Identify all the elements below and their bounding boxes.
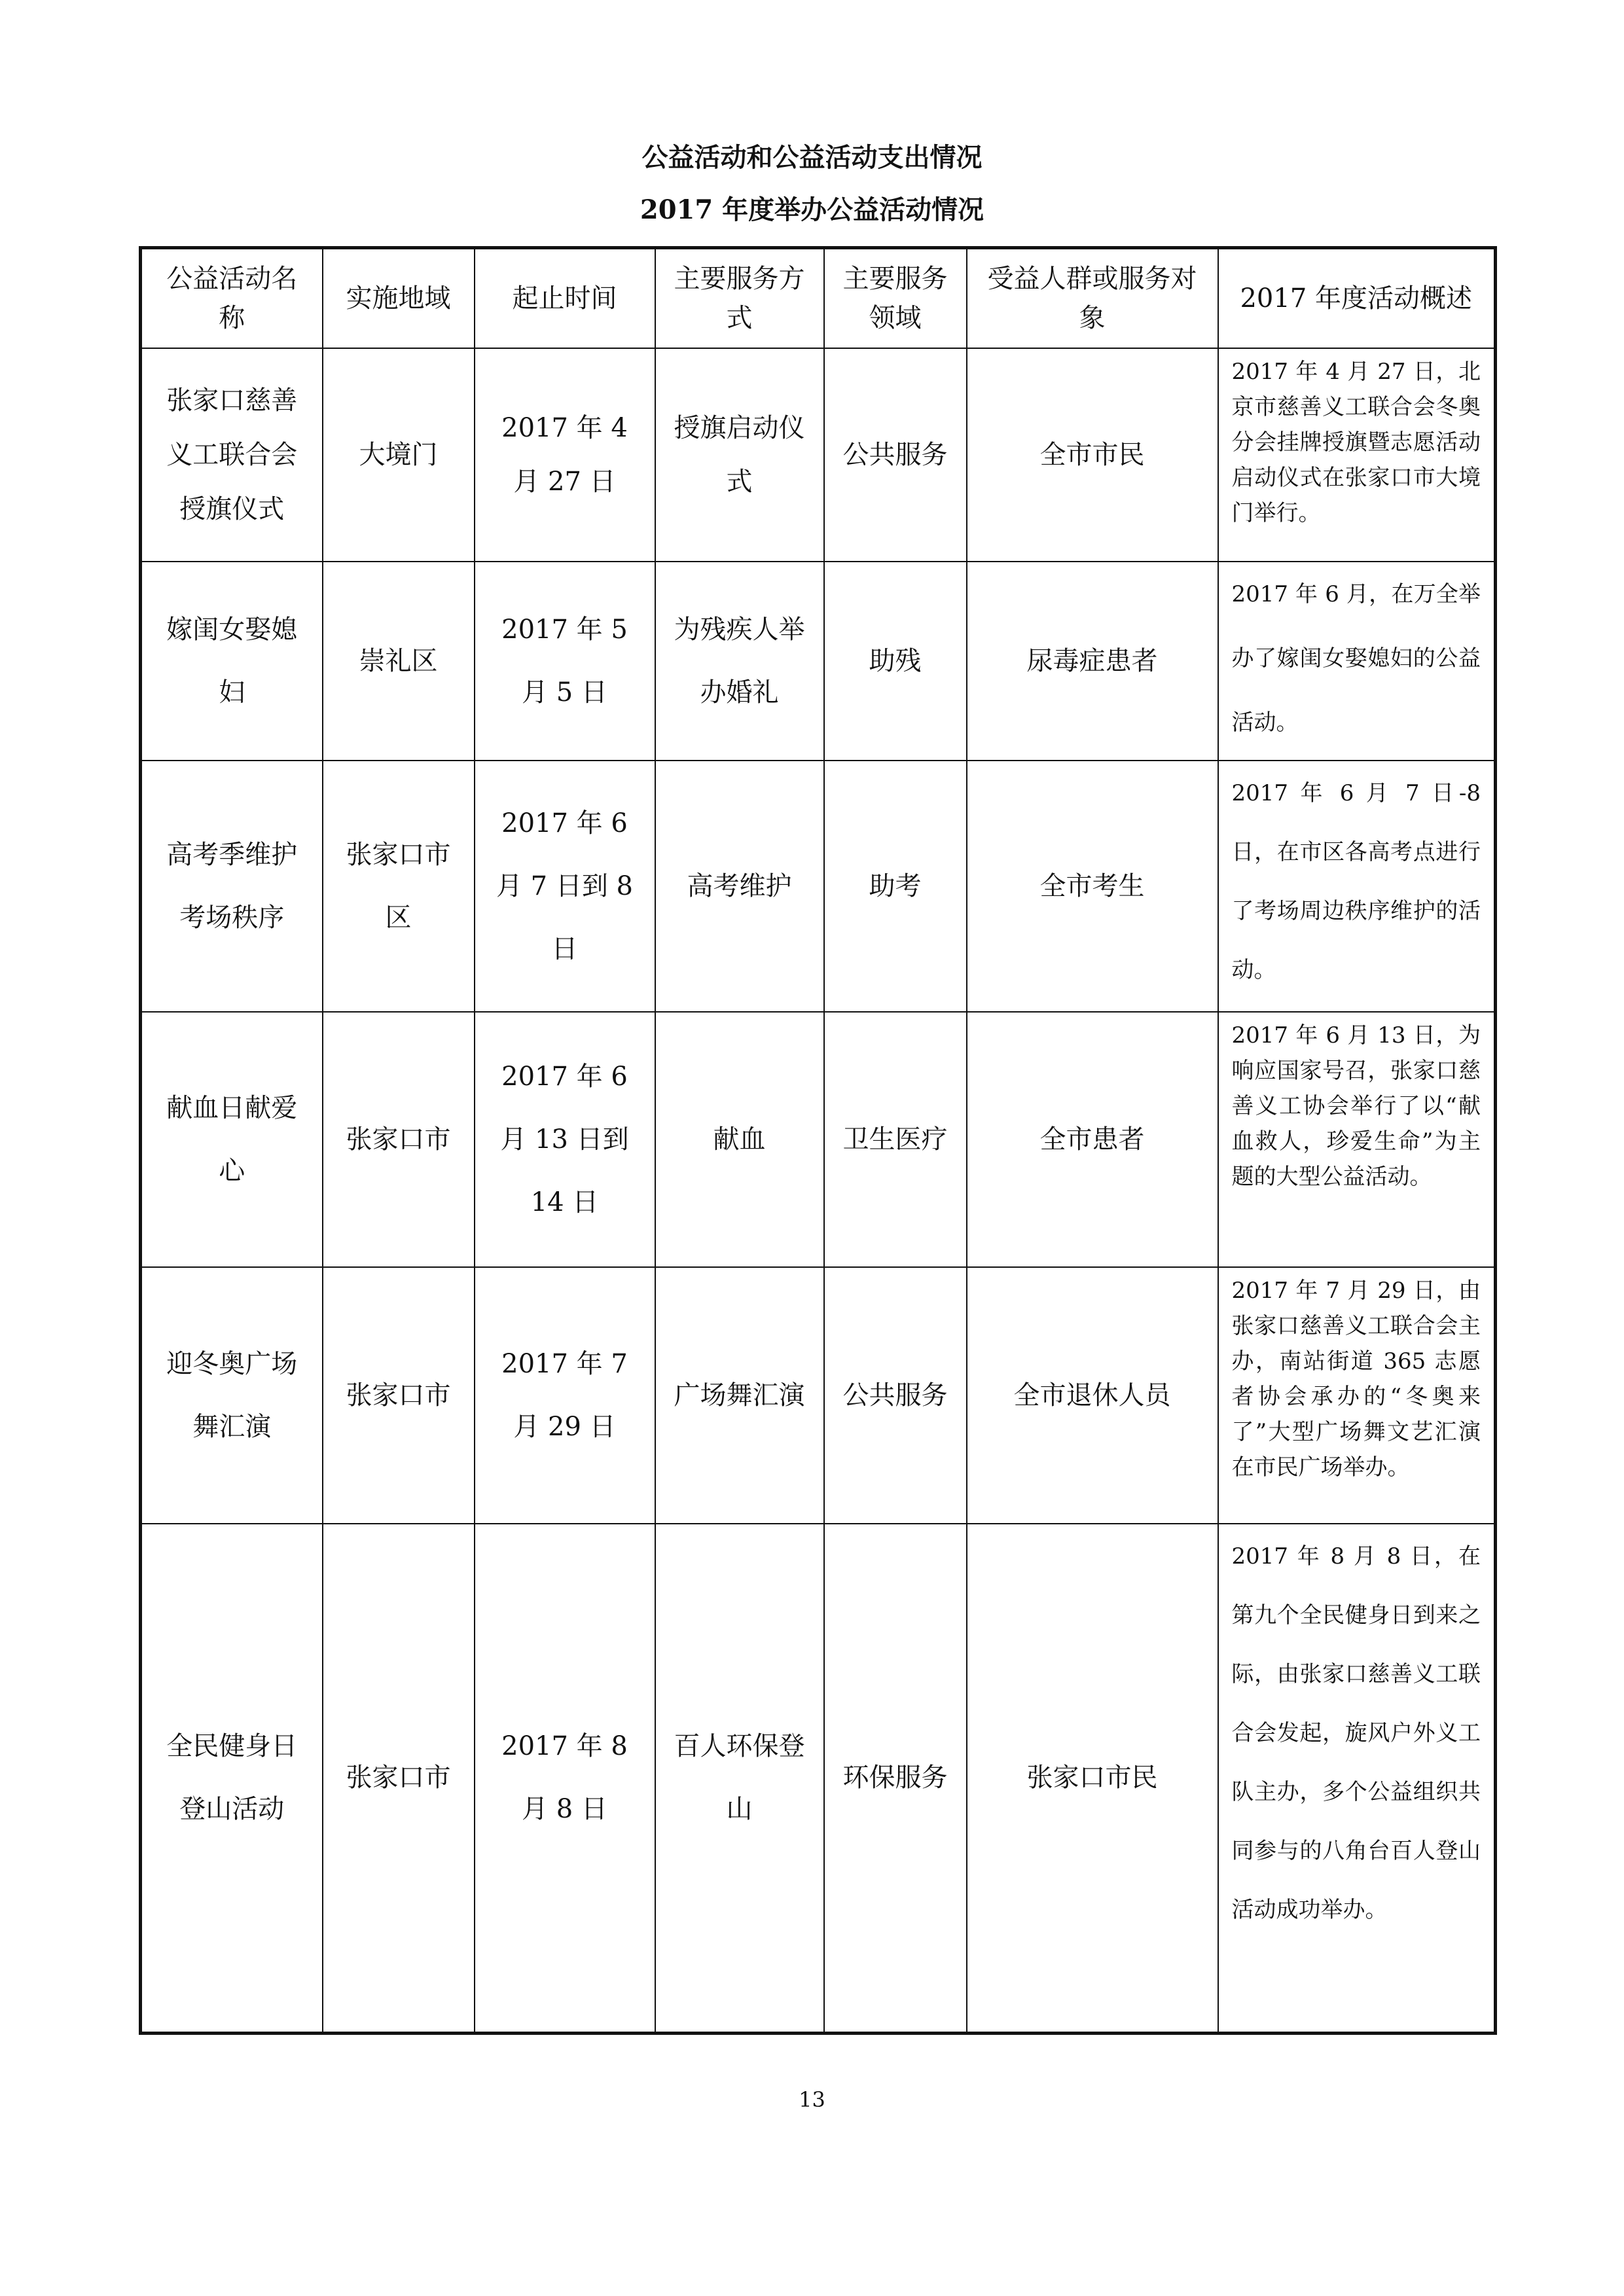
- cell-summary: 2017 年 4 月 27 日，北京市慈善义工联合会冬奥分会挂牌授旗暨志愿活动启动仪式在张家口市大境门举行。: [1218, 348, 1496, 562]
- cell-region: 崇礼区: [323, 562, 475, 761]
- cell-region: 大境门: [323, 348, 475, 562]
- cell-time: 2017 年 4 月 27 日: [475, 348, 655, 562]
- table-title: 2017 年度举办公益活动情况: [640, 194, 984, 225]
- cell-activity-name: 嫁闺女娶媳妇: [141, 562, 323, 761]
- cell-time: 2017 年 5 月 5 日: [475, 562, 655, 761]
- cell-activity-name: 高考季维护考场秩序: [141, 761, 323, 1012]
- cell-activity-name: 迎冬奥广场舞汇演: [141, 1267, 323, 1524]
- cell-activity-name: 献血日献爱心: [141, 1012, 323, 1267]
- cell-time: 2017 年 6 月 13 日到 14 日: [475, 1012, 655, 1267]
- header-summary: 2017 年度活动概述: [1218, 248, 1496, 349]
- header-beneficiaries: 受益人群或服务对象: [967, 248, 1218, 349]
- cell-beneficiaries: 全市患者: [967, 1012, 1218, 1267]
- cell-time: 2017 年 8 月 8 日: [475, 1524, 655, 2033]
- document-title: 公益活动和公益活动支出情况: [641, 142, 983, 173]
- cell-region: 张家口市: [323, 1524, 475, 2033]
- activities-table: [139, 246, 1497, 2035]
- cell-summary: 2017 年 7 月 29 日，由张家口慈善义工联合会主办，南站街道 365 志愿者协会承办的“冬奥来了”大型广场舞文艺汇演在市民广场举办。: [1218, 1267, 1496, 1524]
- table-row: [141, 1524, 1496, 2033]
- cell-region: 张家口市区: [323, 761, 475, 1012]
- cell-service-field: 卫生医疗: [824, 1012, 967, 1267]
- table-header-row: [141, 248, 1496, 349]
- cell-service-method: 献血: [655, 1012, 824, 1267]
- page-number: 13: [799, 2087, 825, 2112]
- cell-service-field: 公共服务: [824, 1267, 967, 1524]
- cell-beneficiaries: 张家口市民: [967, 1524, 1218, 2033]
- cell-beneficiaries: 全市市民: [967, 348, 1218, 562]
- cell-service-method: 百人环保登山: [655, 1524, 824, 2033]
- cell-service-method: 高考维护: [655, 761, 824, 1012]
- cell-service-field: 助考: [824, 761, 967, 1012]
- cell-beneficiaries: 全市退休人员: [967, 1267, 1218, 1524]
- cell-summary: 2017 年 6 月 7 日-8 日，在市区各高考点进行了考场周边秩序维护的活动。: [1218, 761, 1496, 1012]
- cell-time: 2017 年 6 月 7 日到 8 日: [475, 761, 655, 1012]
- cell-summary: 2017 年 6 月 13 日，为响应国家号召，张家口慈善义工协会举行了以“献血救人，珍爱生命”为主题的大型公益活动。: [1218, 1012, 1496, 1267]
- cell-activity-name: 全民健身日登山活动: [141, 1524, 323, 2033]
- cell-service-method: 广场舞汇演: [655, 1267, 824, 1524]
- table-row: [141, 761, 1496, 1012]
- cell-service-field: 环保服务: [824, 1524, 967, 2033]
- header-service-method: 主要服务方式: [655, 248, 824, 349]
- table-row: [141, 562, 1496, 761]
- header-service-field: 主要服务领域: [824, 248, 967, 349]
- cell-region: 张家口市: [323, 1012, 475, 1267]
- cell-summary: 2017 年 6 月，在万全举办了嫁闺女娶媳妇的公益活动。: [1218, 562, 1496, 761]
- cell-service-method: 授旗启动仪式: [655, 348, 824, 562]
- cell-activity-name: 张家口慈善义工联合会授旗仪式: [141, 348, 323, 562]
- cell-service-field: 助残: [824, 562, 967, 761]
- table-row: [141, 1012, 1496, 1267]
- cell-time: 2017 年 7 月 29 日: [475, 1267, 655, 1524]
- header-time: 起止时间: [475, 248, 655, 349]
- cell-region: 张家口市: [323, 1267, 475, 1524]
- cell-summary: 2017 年 8 月 8 日，在第九个全民健身日到来之际，由张家口慈善义工联合会发起，旋风户外义工队主办，多个公益组织共同参与的八角台百人登山活动成功举办。: [1218, 1524, 1496, 2033]
- cell-service-method: 为残疾人举办婚礼: [655, 562, 824, 761]
- header-activity-name: 公益活动名称: [141, 248, 323, 349]
- table-row: [141, 348, 1496, 562]
- table-row: [141, 1267, 1496, 1524]
- header-region: 实施地域: [323, 248, 475, 349]
- cell-service-field: 公共服务: [824, 348, 967, 562]
- cell-beneficiaries: 全市考生: [967, 761, 1218, 1012]
- cell-beneficiaries: 尿毒症患者: [967, 562, 1218, 761]
